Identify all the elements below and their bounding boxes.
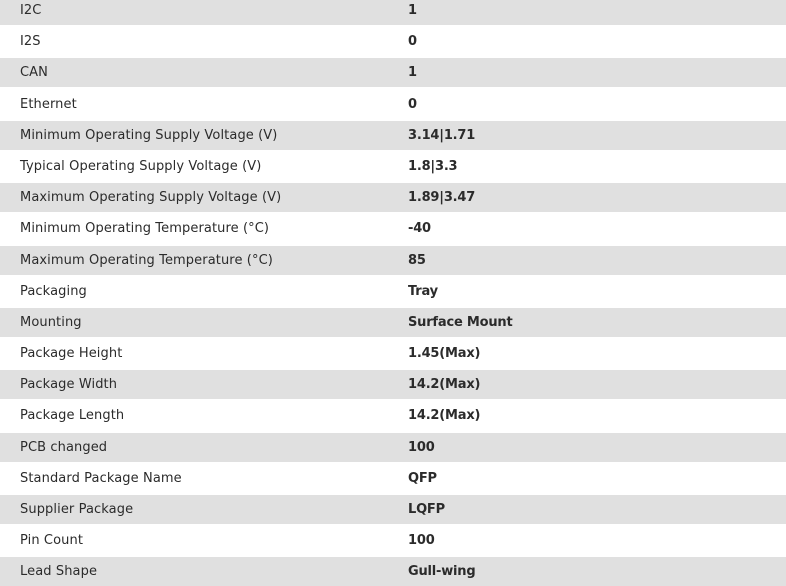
spec-row-package-length [0, 401, 786, 430]
spec-label: I2S [20, 34, 41, 50]
spec-value: 100 [408, 533, 435, 549]
spec-row-min-temperature [0, 214, 786, 243]
spec-row-max-supply-voltage [0, 183, 786, 212]
spec-row-packaging [0, 277, 786, 306]
spec-value: 1 [408, 3, 417, 18]
spec-label: Package Length [20, 408, 125, 424]
spec-value: 100 [408, 439, 435, 455]
spec-label: PCB changed [20, 439, 108, 455]
spec-label: Typical Operating Supply Voltage (V) [20, 158, 262, 174]
spec-label: Pin Count [20, 533, 84, 549]
spec-row-mounting [0, 308, 786, 337]
spec-value: -40 [408, 221, 431, 237]
spec-value: LQFP [408, 502, 445, 517]
spec-value: Tray [408, 283, 438, 299]
spec-label: Maximum Operating Supply Voltage (V) [20, 190, 282, 206]
spec-row-package-height [0, 339, 786, 368]
spec-label: Package Height [20, 346, 123, 362]
spec-label: Supplier Package [20, 502, 134, 517]
spec-row-ethernet [0, 90, 786, 119]
spec-row-pin-count [0, 526, 786, 555]
spec-value: 1 [408, 65, 417, 81]
spec-value: Surface Mount [408, 314, 513, 330]
spec-label: Minimum Operating Supply Voltage (V) [20, 127, 278, 143]
spec-label: Ethernet [20, 96, 77, 112]
spec-label: Mounting [20, 314, 82, 330]
spec-value: Gull-wing [408, 564, 476, 580]
spec-row-max-temperature [0, 246, 786, 275]
spec-value: 0 [408, 96, 417, 112]
spec-value: 3.14|1.71 [408, 127, 476, 143]
spec-label: Maximum Operating Temperature (°C) [20, 252, 273, 268]
spec-value: 1.89|3.47 [408, 190, 476, 206]
spec-row-can [0, 58, 786, 87]
spec-value: 1.8|3.3 [408, 158, 458, 174]
spec-label: Standard Package Name [20, 470, 182, 486]
spec-value: 85 [408, 252, 426, 268]
spec-row-package-width [0, 370, 786, 399]
spec-value: 1.45(Max) [408, 346, 481, 362]
spec-label: Lead Shape [20, 564, 98, 580]
spec-row-lead-shape [0, 557, 786, 586]
spec-value: 0 [408, 34, 417, 50]
spec-row-min-supply-voltage [0, 121, 786, 150]
spec-label: Packaging [20, 283, 87, 299]
spec-label: I2C [20, 3, 42, 18]
spec-value: 14.2(Max) [408, 408, 481, 424]
spec-row-supplier-package [0, 495, 786, 524]
spec-row-i2s [0, 27, 786, 56]
spec-label: Package Width [20, 377, 118, 393]
spec-label: CAN [20, 65, 48, 81]
spec-row-standard-package-name [0, 464, 786, 493]
spec-value: 14.2(Max) [408, 377, 481, 393]
spec-row-i2c [0, 0, 786, 25]
spec-row-pcb-changed [0, 433, 786, 462]
spec-value: QFP [408, 470, 437, 486]
spec-label: Minimum Operating Temperature (°C) [20, 221, 270, 237]
spec-row-typ-supply-voltage [0, 152, 786, 181]
